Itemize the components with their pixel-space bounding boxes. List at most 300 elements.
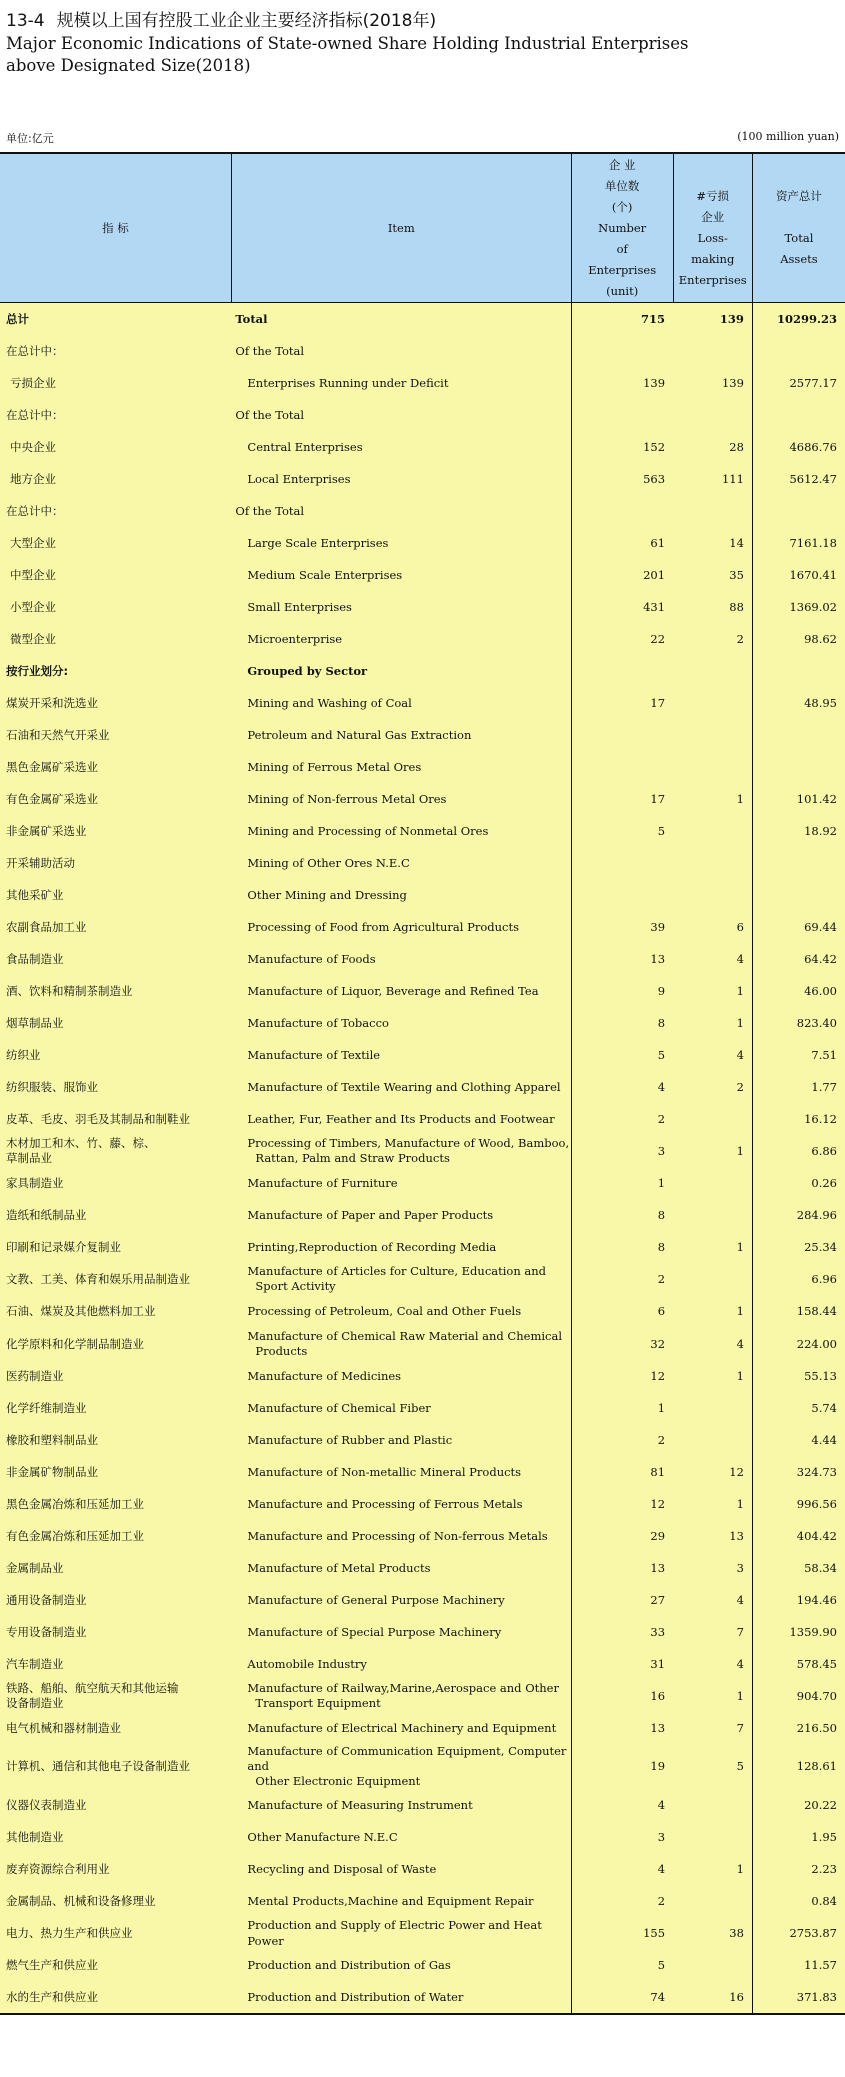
row-enterprise-count: 4 [571, 1853, 673, 1885]
row-label-en: Manufacture of Articles for Culture, Education and Sport Activity [231, 1263, 571, 1295]
row-loss-making-count: 139 [673, 367, 752, 399]
row-total-assets: 10299.23 [752, 303, 845, 336]
table-row [0, 1392, 845, 1424]
table-row [0, 431, 845, 463]
row-total-assets [752, 719, 845, 751]
row-enterprise-count: 32 [571, 1328, 673, 1360]
table-row [0, 1488, 845, 1520]
table-row [0, 847, 845, 879]
row-loss-making-count: 1 [673, 1360, 752, 1392]
row-label-en: Manufacture of Metal Products [231, 1552, 571, 1584]
row-enterprise-count: 17 [571, 687, 673, 719]
header-loss-en-2: making [691, 252, 735, 266]
row-enterprise-count: 152 [571, 431, 673, 463]
header-loss-making [673, 153, 752, 303]
row-label-en: Total [231, 303, 571, 336]
row-label-en: Manufacture of Electrical Machinery and Equipment [231, 1712, 571, 1744]
table-title-cn [6, 6, 436, 31]
row-label-cn: 微型企业 [0, 623, 231, 655]
table-row [0, 623, 845, 655]
row-total-assets [752, 879, 845, 911]
row-total-assets: 216.50 [752, 1712, 845, 1744]
row-loss-making-count: 88 [673, 591, 752, 623]
row-label-cn: 汽车制造业 [0, 1648, 231, 1680]
row-enterprise-count: 22 [571, 623, 673, 655]
row-total-assets: 25.34 [752, 1231, 845, 1263]
row-enterprise-count: 8 [571, 1231, 673, 1263]
row-loss-making-count: 4 [673, 1584, 752, 1616]
row-label-en: Grouped by Sector [231, 655, 571, 687]
row-label-cn: 家具制造业 [0, 1167, 231, 1199]
row-enterprise-count [571, 719, 673, 751]
row-loss-making-count: 13 [673, 1520, 752, 1552]
row-enterprise-count: 12 [571, 1360, 673, 1392]
row-total-assets: 5612.47 [752, 463, 845, 495]
table-title-cn-text: 规模以上国有控股工业企业主要经济指标(2018年) [56, 11, 437, 31]
table-row [0, 367, 845, 399]
row-total-assets: 224.00 [752, 1328, 845, 1360]
table-row [0, 1071, 845, 1103]
row-total-assets: 18.92 [752, 815, 845, 847]
table-row [0, 1263, 845, 1295]
row-loss-making-count: 7 [673, 1616, 752, 1648]
table-row [0, 1199, 845, 1231]
row-enterprise-count [571, 879, 673, 911]
row-label-en: Manufacture of Furniture [231, 1167, 571, 1199]
table-row [0, 303, 845, 336]
table-row [0, 1949, 845, 1981]
row-loss-making-count: 4 [673, 1648, 752, 1680]
row-total-assets: 2577.17 [752, 367, 845, 399]
row-enterprise-count: 39 [571, 911, 673, 943]
row-label-cn: 纺织服装、服饰业 [0, 1071, 231, 1103]
row-loss-making-count [673, 1885, 752, 1917]
row-total-assets: 58.34 [752, 1552, 845, 1584]
row-label-en: Manufacture of Rubber and Plastic [231, 1424, 571, 1456]
row-label-cn: 黑色金属冶炼和压延加工业 [0, 1488, 231, 1520]
row-label-cn: 木材加工和木、竹、藤、棕、 草制品业 [0, 1135, 231, 1167]
header-loss-en-1: Loss- [697, 231, 728, 245]
table-row [0, 1744, 845, 1789]
row-total-assets: 64.42 [752, 943, 845, 975]
row-label-en: Manufacture and Processing of Ferrous Metals [231, 1488, 571, 1520]
row-loss-making-count [673, 879, 752, 911]
row-total-assets: 1.95 [752, 1821, 845, 1853]
row-enterprise-count: 6 [571, 1295, 673, 1327]
row-enterprise-count: 5 [571, 1039, 673, 1071]
row-label-cn: 酒、饮料和精制茶制造业 [0, 975, 231, 1007]
table-row [0, 751, 845, 783]
table-row [0, 655, 845, 687]
row-total-assets [752, 495, 845, 527]
table-row [0, 1424, 845, 1456]
row-label-cn: 皮革、毛皮、羽毛及其制品和制鞋业 [0, 1103, 231, 1135]
row-total-assets: 158.44 [752, 1295, 845, 1327]
row-loss-making-count: 1 [673, 1135, 752, 1167]
row-enterprise-count [571, 847, 673, 879]
row-loss-making-count [673, 751, 752, 783]
header-item-cn: 指 标 [0, 153, 231, 303]
row-label-en: Microenterprise [231, 623, 571, 655]
row-label-cn: 电力、热力生产和供应业 [0, 1917, 231, 1949]
row-enterprise-count: 13 [571, 943, 673, 975]
row-label-cn: 其他制造业 [0, 1821, 231, 1853]
row-enterprise-count: 431 [571, 591, 673, 623]
row-enterprise-count: 8 [571, 1007, 673, 1039]
row-label-en: Other Manufacture N.E.C [231, 1821, 571, 1853]
row-enterprise-count: 155 [571, 1917, 673, 1949]
row-label-en: Petroleum and Natural Gas Extraction [231, 719, 571, 751]
row-loss-making-count: 4 [673, 1328, 752, 1360]
row-label-en: Mining of Other Ores N.E.C [231, 847, 571, 879]
table-row [0, 687, 845, 719]
unit-label-cn: 单位:亿元 [6, 132, 54, 145]
row-total-assets: 48.95 [752, 687, 845, 719]
row-total-assets: 1359.90 [752, 1616, 845, 1648]
row-label-en: Recycling and Disposal of Waste [231, 1853, 571, 1885]
row-label-en: Manufacture and Processing of Non-ferrous Metals [231, 1520, 571, 1552]
table-row [0, 943, 845, 975]
row-label-en: Production and Distribution of Water [231, 1981, 571, 2014]
table-row [0, 1520, 845, 1552]
row-label-cn: 其他采矿业 [0, 879, 231, 911]
row-enterprise-count: 13 [571, 1712, 673, 1744]
header-enterprises-en-4: (unit) [606, 283, 639, 298]
row-enterprise-count: 17 [571, 783, 673, 815]
row-label-en: Manufacture of Paper and Paper Products [231, 1199, 571, 1231]
header-enterprises-cn-1: 企 业 [608, 157, 636, 172]
row-label-en: Enterprises Running under Deficit [231, 367, 571, 399]
row-enterprise-count [571, 495, 673, 527]
row-loss-making-count: 1 [673, 1488, 752, 1520]
row-label-en: Production and Distribution of Gas [231, 1949, 571, 1981]
row-total-assets [752, 655, 845, 687]
row-label-cn: 在总计中： [0, 399, 231, 431]
row-label-cn: 小型企业 [0, 591, 231, 623]
row-total-assets: 404.42 [752, 1520, 845, 1552]
row-label-cn: 有色金属矿采选业 [0, 783, 231, 815]
row-label-cn: 废弃资源综合利用业 [0, 1853, 231, 1885]
row-label-cn: 在总计中： [0, 495, 231, 527]
row-label-en: Of the Total [231, 495, 571, 527]
row-total-assets: 194.46 [752, 1584, 845, 1616]
row-loss-making-count [673, 1789, 752, 1821]
row-enterprise-count: 31 [571, 1648, 673, 1680]
table-row [0, 975, 845, 1007]
row-label-cn: 总计 [0, 303, 231, 336]
row-enterprise-count: 16 [571, 1680, 673, 1712]
row-enterprise-count: 2 [571, 1885, 673, 1917]
row-total-assets: 823.40 [752, 1007, 845, 1039]
row-loss-making-count: 38 [673, 1917, 752, 1949]
row-loss-making-count [673, 815, 752, 847]
row-label-cn: 中央企业 [0, 431, 231, 463]
table-row [0, 911, 845, 943]
table-row [0, 1231, 845, 1263]
header-enterprises [571, 153, 673, 303]
row-total-assets: 46.00 [752, 975, 845, 1007]
row-label-cn: 非金属矿采选业 [0, 815, 231, 847]
row-label-cn: 仪器仪表制造业 [0, 1789, 231, 1821]
row-label-en: Manufacture of Chemical Raw Material and Chemical Products [231, 1328, 571, 1360]
row-label-en: Large Scale Enterprises [231, 527, 571, 559]
row-label-en: Manufacture of Non-metallic Mineral Products [231, 1456, 571, 1488]
row-total-assets: 69.44 [752, 911, 845, 943]
row-label-cn: 电气机械和器材制造业 [0, 1712, 231, 1744]
row-label-en: Central Enterprises [231, 431, 571, 463]
row-total-assets: 904.70 [752, 1680, 845, 1712]
table-row [0, 495, 845, 527]
row-loss-making-count: 2 [673, 1071, 752, 1103]
table-body [0, 303, 845, 2014]
row-label-en: Printing,Reproduction of Recording Media [231, 1231, 571, 1263]
row-label-en: Processing of Timbers, Manufacture of Wood, Bamboo, Rattan, Palm and Straw Products [231, 1135, 571, 1167]
row-total-assets: 1670.41 [752, 559, 845, 591]
row-loss-making-count: 4 [673, 943, 752, 975]
table-title-en-line2: above Designated Size(2018) [6, 56, 251, 75]
row-enterprise-count [571, 655, 673, 687]
table-row [0, 591, 845, 623]
row-total-assets: 0.26 [752, 1167, 845, 1199]
row-total-assets: 1369.02 [752, 591, 845, 623]
row-loss-making-count: 12 [673, 1456, 752, 1488]
row-enterprise-count: 715 [571, 303, 673, 336]
row-enterprise-count: 29 [571, 1520, 673, 1552]
row-total-assets [752, 847, 845, 879]
row-label-en: Of the Total [231, 335, 571, 367]
row-loss-making-count [673, 655, 752, 687]
table-number: 13-4 [6, 11, 45, 31]
row-enterprise-count: 9 [571, 975, 673, 1007]
table-header-row [0, 153, 845, 303]
row-enterprise-count [571, 335, 673, 367]
table-row [0, 1039, 845, 1071]
row-total-assets [752, 751, 845, 783]
row-loss-making-count [673, 1199, 752, 1231]
row-total-assets: 0.84 [752, 1885, 845, 1917]
header-enterprises-en-3: Enterprises [588, 262, 657, 277]
row-total-assets: 128.61 [752, 1744, 845, 1789]
table-row [0, 335, 845, 367]
row-label-cn: 非金属矿物制品业 [0, 1456, 231, 1488]
table-row [0, 1456, 845, 1488]
header-enterprises-cn-3: (个) [611, 199, 633, 214]
row-loss-making-count [673, 335, 752, 367]
row-total-assets: 1.77 [752, 1071, 845, 1103]
row-loss-making-count [673, 399, 752, 431]
row-label-en: Manufacture of Special Purpose Machinery [231, 1616, 571, 1648]
header-total-assets [752, 153, 845, 303]
table-row [0, 815, 845, 847]
row-label-cn: 印刷和记录媒介复制业 [0, 1231, 231, 1263]
row-loss-making-count: 14 [673, 527, 752, 559]
row-enterprise-count: 12 [571, 1488, 673, 1520]
row-label-en: Production and Supply of Electric Power and Heat Power [231, 1917, 571, 1949]
header-assets-cn: 资产总计 [775, 189, 822, 203]
row-loss-making-count: 7 [673, 1712, 752, 1744]
row-loss-making-count: 1 [673, 975, 752, 1007]
row-label-cn: 橡胶和塑料制品业 [0, 1424, 231, 1456]
row-enterprise-count: 13 [571, 1552, 673, 1584]
row-label-cn: 黑色金属矿采选业 [0, 751, 231, 783]
table-row [0, 1680, 845, 1712]
row-enterprise-count: 5 [571, 815, 673, 847]
row-label-en: Manufacture of Tobacco [231, 1007, 571, 1039]
row-label-cn: 燃气生产和供应业 [0, 1949, 231, 1981]
row-enterprise-count [571, 751, 673, 783]
row-total-assets: 7161.18 [752, 527, 845, 559]
row-total-assets: 371.83 [752, 1981, 845, 2014]
table-row [0, 559, 845, 591]
table-row [0, 463, 845, 495]
table-row [0, 1135, 845, 1167]
row-loss-making-count: 111 [673, 463, 752, 495]
table-row [0, 1360, 845, 1392]
table-row [0, 1295, 845, 1327]
table-row [0, 719, 845, 751]
row-loss-making-count [673, 1821, 752, 1853]
table-row [0, 1885, 845, 1917]
row-loss-making-count [673, 719, 752, 751]
row-enterprise-count: 74 [571, 1981, 673, 2014]
row-loss-making-count [673, 1263, 752, 1295]
table-row [0, 1853, 845, 1885]
row-total-assets: 20.22 [752, 1789, 845, 1821]
row-label-en: Mining and Processing of Nonmetal Ores [231, 815, 571, 847]
table-row [0, 1616, 845, 1648]
row-enterprise-count: 3 [571, 1135, 673, 1167]
row-label-cn: 医药制造业 [0, 1360, 231, 1392]
row-loss-making-count: 1 [673, 1680, 752, 1712]
row-label-en: Mining of Ferrous Metal Ores [231, 751, 571, 783]
header-enterprises-en-1: Number [598, 220, 647, 235]
row-label-en: Other Mining and Dressing [231, 879, 571, 911]
row-label-cn: 在总计中： [0, 335, 231, 367]
row-total-assets: 101.42 [752, 783, 845, 815]
row-loss-making-count: 4 [673, 1039, 752, 1071]
row-total-assets: 996.56 [752, 1488, 845, 1520]
row-loss-making-count: 1 [673, 1295, 752, 1327]
table-row [0, 1821, 845, 1853]
row-loss-making-count [673, 1949, 752, 1981]
table-row [0, 1584, 845, 1616]
row-loss-making-count: 1 [673, 1853, 752, 1885]
row-enterprise-count: 139 [571, 367, 673, 399]
row-enterprise-count: 8 [571, 1199, 673, 1231]
row-total-assets: 11.57 [752, 1949, 845, 1981]
row-loss-making-count: 139 [673, 303, 752, 336]
row-loss-making-count: 1 [673, 1007, 752, 1039]
row-label-cn: 石油和天然气开采业 [0, 719, 231, 751]
row-total-assets: 324.73 [752, 1456, 845, 1488]
header-loss-en-3: Enterprises [678, 273, 747, 287]
row-label-en: Manufacture of Chemical Fiber [231, 1392, 571, 1424]
row-label-cn: 大型企业 [0, 527, 231, 559]
row-label-cn: 纺织业 [0, 1039, 231, 1071]
row-total-assets: 6.86 [752, 1135, 845, 1167]
row-label-cn: 通用设备制造业 [0, 1584, 231, 1616]
row-label-en: Processing of Petroleum, Coal and Other Fuels [231, 1295, 571, 1327]
row-label-en: Mining of Non-ferrous Metal Ores [231, 783, 571, 815]
row-loss-making-count [673, 1103, 752, 1135]
row-label-en: Local Enterprises [231, 463, 571, 495]
row-enterprise-count: 4 [571, 1789, 673, 1821]
row-total-assets: 4.44 [752, 1424, 845, 1456]
row-label-cn: 化学纤维制造业 [0, 1392, 231, 1424]
row-enterprise-count: 2 [571, 1263, 673, 1295]
row-label-cn: 有色金属冶炼和压延加工业 [0, 1520, 231, 1552]
row-loss-making-count: 35 [673, 559, 752, 591]
row-enterprise-count: 4 [571, 1071, 673, 1103]
row-label-cn: 文教、工美、体育和娱乐用品制造业 [0, 1263, 231, 1295]
row-label-en: Medium Scale Enterprises [231, 559, 571, 591]
row-label-en: Automobile Industry [231, 1648, 571, 1680]
indicators-table [0, 152, 845, 2015]
row-label-cn: 造纸和纸制品业 [0, 1199, 231, 1231]
header-enterprises-cn-2: 单位数 [604, 178, 640, 193]
row-label-cn: 中型企业 [0, 559, 231, 591]
row-label-cn: 农副食品加工业 [0, 911, 231, 943]
row-total-assets: 7.51 [752, 1039, 845, 1071]
row-loss-making-count [673, 1392, 752, 1424]
row-total-assets: 6.96 [752, 1263, 845, 1295]
row-enterprise-count: 33 [571, 1616, 673, 1648]
row-total-assets: 4686.76 [752, 431, 845, 463]
row-total-assets: 55.13 [752, 1360, 845, 1392]
row-total-assets: 98.62 [752, 623, 845, 655]
row-enterprise-count: 5 [571, 1949, 673, 1981]
table-row [0, 1007, 845, 1039]
header-loss-cn-2: 企业 [701, 210, 725, 224]
row-label-en: Manufacture of Liquor, Beverage and Refined Tea [231, 975, 571, 1007]
row-label-cn: 专用设备制造业 [0, 1616, 231, 1648]
row-enterprise-count: 2 [571, 1103, 673, 1135]
row-loss-making-count [673, 495, 752, 527]
row-label-en: Manufacture of Textile Wearing and Clothing Apparel [231, 1071, 571, 1103]
row-enterprise-count [571, 399, 673, 431]
row-label-en: Manufacture of Textile [231, 1039, 571, 1071]
row-label-en: Of the Total [231, 399, 571, 431]
row-label-cn: 计算机、通信和其他电子设备制造业 [0, 1744, 231, 1789]
row-label-cn: 食品制造业 [0, 943, 231, 975]
row-loss-making-count: 1 [673, 783, 752, 815]
row-label-en: Small Enterprises [231, 591, 571, 623]
row-enterprise-count: 563 [571, 463, 673, 495]
row-total-assets [752, 399, 845, 431]
row-label-en: Leather, Fur, Feather and Its Products and Footwear [231, 1103, 571, 1135]
row-label-en: Manufacture of Measuring Instrument [231, 1789, 571, 1821]
row-loss-making-count [673, 847, 752, 879]
row-total-assets: 5.74 [752, 1392, 845, 1424]
table-title-en-line1: Major Economic Indications of State-owned Share Holding Industrial Enterprises [6, 34, 689, 53]
row-label-cn: 水的生产和供应业 [0, 1981, 231, 2014]
unit-label-en: (100 million yuan) [737, 130, 839, 143]
row-loss-making-count: 2 [673, 623, 752, 655]
row-label-cn: 地方企业 [0, 463, 231, 495]
row-loss-making-count: 6 [673, 911, 752, 943]
row-label-cn: 烟草制品业 [0, 1007, 231, 1039]
row-label-en: Manufacture of Medicines [231, 1360, 571, 1392]
row-total-assets: 578.45 [752, 1648, 845, 1680]
row-enterprise-count: 3 [571, 1821, 673, 1853]
table-row [0, 879, 845, 911]
row-loss-making-count: 28 [673, 431, 752, 463]
table-row [0, 783, 845, 815]
table-row [0, 1981, 845, 2014]
row-label-en: Manufacture of Railway,Marine,Aerospace and Other Transport Equipment [231, 1680, 571, 1712]
row-label-cn: 金属制品、机械和设备修理业 [0, 1885, 231, 1917]
row-enterprise-count: 2 [571, 1424, 673, 1456]
